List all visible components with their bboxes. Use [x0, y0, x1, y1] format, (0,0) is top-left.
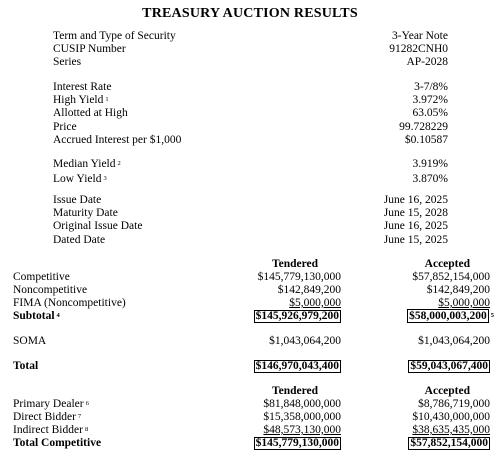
total-row [13, 360, 490, 373]
footnote-marker: 8 [84, 426, 89, 433]
original-issue-date-row [53, 220, 448, 233]
series-value: AP-2028 [406, 56, 448, 69]
allotted-row [53, 107, 448, 120]
total-competitive-label: Total Competitive [13, 437, 102, 449]
total-label: Total [13, 360, 39, 372]
low-yield-label: Low Yield [53, 173, 102, 185]
high-yield-value: 3.972% [412, 94, 448, 107]
total-accepted: $59,043,067,400 [410, 360, 488, 372]
subtotal-row [13, 310, 494, 323]
pricing-info [53, 81, 448, 147]
high-yield-row [53, 94, 448, 107]
median-yield-value: 3.919% [412, 158, 448, 170]
date-info [53, 194, 448, 247]
footnote-marker: 7 [77, 413, 82, 420]
median-yield-row [53, 157, 448, 172]
table-row [13, 271, 490, 284]
row-label: Indirect Bidder [13, 424, 83, 436]
low-yield-row [53, 172, 448, 187]
yield-info [53, 157, 448, 187]
allotted-label: Allotted at High [53, 107, 128, 120]
tendered-header: Tendered [271, 385, 318, 397]
allotted-value: 63.05% [412, 107, 448, 120]
bids-table [13, 258, 494, 373]
total-competitive-tendered: $145,779,130,000 [255, 437, 339, 449]
series-row [53, 56, 448, 69]
total-competitive-row [13, 437, 490, 450]
table-row [13, 284, 490, 297]
subtotal-label: Subtotal [13, 310, 55, 322]
accrued-interest-label: Accrued Interest per $1,000 [53, 133, 182, 146]
table-header [13, 385, 490, 398]
total-tendered: $146,970,043,400 [255, 360, 339, 372]
term-value: 3-Year Note [391, 30, 448, 42]
tendered-value: $145,779,130,000 [257, 271, 341, 283]
footnote-marker: 2 [117, 160, 121, 167]
soma-accepted: $1,043,064,200 [418, 335, 490, 347]
row-label: Noncompetitive [13, 284, 88, 296]
issue-date-label: Issue Date [53, 194, 102, 206]
row-label: Direct Bidder [13, 411, 76, 423]
interest-rate-label: Interest Rate [53, 81, 112, 93]
table-header [13, 258, 490, 271]
price-row [53, 121, 448, 134]
footnote-marker: 4 [56, 312, 60, 319]
interest-rate-row [53, 81, 448, 94]
total-competitive-accepted: $57,852,154,000 [410, 437, 488, 449]
issue-date-row [53, 194, 448, 207]
cusip-value: 91282CNH0 [389, 43, 448, 56]
original-issue-date-label: Original Issue Date [53, 220, 143, 233]
accepted-value: $8,786,719,000 [418, 398, 490, 410]
dated-date-label: Dated Date [53, 233, 106, 246]
footnote-marker: 1 [105, 96, 109, 104]
cusip-row [53, 43, 448, 56]
footnote-marker: 6 [85, 400, 89, 407]
table-row [13, 424, 490, 437]
dated-date-value: June 15, 2025 [383, 233, 448, 246]
tendered-value: $142,849,200 [277, 284, 341, 296]
accrued-interest-value: $0.10587 [404, 133, 448, 146]
footnote-marker: 5 [490, 312, 494, 319]
tendered-value: $48,573,130,000 [263, 424, 341, 436]
maturity-date-value: June 15, 2028 [383, 207, 448, 220]
tendered-value: $81,848,000,000 [263, 398, 341, 410]
footnote-marker: 3 [103, 175, 107, 182]
maturity-date-label: Maturity Date [53, 207, 118, 220]
accepted-value: $57,852,154,000 [412, 271, 490, 283]
cusip-label: CUSIP Number [53, 43, 126, 56]
accepted-header: Accepted [424, 258, 470, 270]
interest-rate-value: 3-7/8% [414, 81, 448, 93]
soma-tendered: $1,043,064,200 [269, 335, 341, 347]
row-label: Competitive [13, 271, 70, 283]
subtotal-tendered: $145,926,979,200 [255, 310, 339, 322]
soma-row [13, 335, 490, 348]
tendered-header: Tendered [271, 258, 318, 270]
bidder-table [13, 385, 490, 450]
accepted-value: $38,635,435,000 [412, 424, 490, 436]
tendered-value: $15,358,000,000 [263, 411, 341, 423]
high-yield-label: High Yield [53, 94, 104, 107]
price-value: 99.728229 [399, 120, 448, 133]
series-label: Series [53, 56, 82, 69]
accepted-value: $142,849,200 [426, 284, 490, 296]
security-info [53, 30, 448, 70]
original-issue-date-value: June 16, 2025 [383, 220, 448, 233]
subtotal-accepted: $58,000,003,200 [409, 310, 487, 322]
dated-date-row [53, 234, 448, 247]
accrued-interest-row [53, 134, 448, 147]
row-label: FIMA (Noncompetitive) [13, 297, 126, 309]
tendered-value: $5,000,000 [289, 297, 341, 309]
issue-date-value: June 16, 2025 [383, 194, 448, 206]
price-label: Price [53, 120, 77, 133]
table-row [13, 411, 490, 424]
accepted-value: $5,000,000 [438, 297, 490, 309]
term-label: Term and Type of Security [53, 30, 176, 42]
document-title: TREASURY AUCTION RESULTS [142, 6, 358, 21]
table-row [13, 398, 490, 411]
soma-label: SOMA [13, 335, 47, 347]
row-label: Primary Dealer [13, 398, 84, 410]
median-yield-label: Median Yield [53, 158, 116, 170]
accepted-header: Accepted [424, 385, 470, 397]
term-row [53, 30, 448, 43]
maturity-date-row [53, 207, 448, 220]
accepted-value: $10,430,000,000 [412, 411, 490, 423]
low-yield-value: 3.870% [412, 173, 448, 185]
